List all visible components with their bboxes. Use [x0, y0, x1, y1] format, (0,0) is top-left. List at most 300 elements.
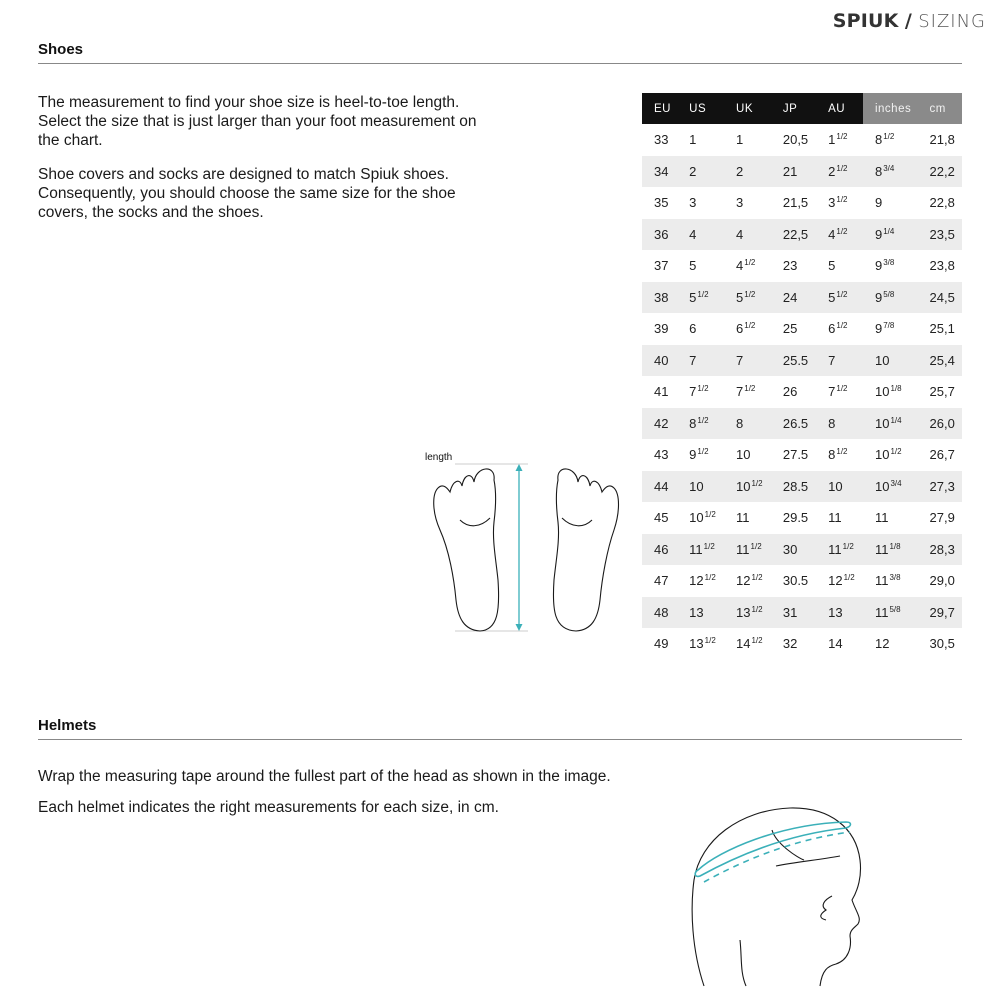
cell-jp — [771, 565, 816, 597]
cell-au — [816, 439, 863, 471]
table-row — [642, 597, 962, 629]
cell-value: 23,8 — [929, 258, 955, 274]
cell-value: 1 — [736, 132, 744, 148]
cell-cm — [922, 345, 962, 377]
cell-value: 11 — [874, 573, 889, 589]
cell-value: 13 — [689, 636, 704, 652]
cell-value: 10 — [874, 415, 890, 431]
cell-cm — [922, 534, 962, 566]
cell-value: 26,0 — [929, 415, 955, 431]
cell-fraction: 1/2 — [843, 573, 855, 583]
cell-value: 27.5 — [782, 447, 809, 463]
cell-value: 11 — [736, 541, 750, 557]
cell-value: 10 — [736, 478, 751, 494]
cell-fraction: 1/2 — [836, 132, 848, 142]
cell-inches — [863, 565, 922, 597]
cell-au — [816, 124, 863, 156]
cell-cm — [922, 439, 962, 471]
head-measurement-diagram — [680, 800, 880, 990]
length-label: length — [425, 452, 453, 463]
cell-value: 23,5 — [929, 226, 955, 242]
cell-inches — [863, 597, 922, 629]
cell-us — [677, 282, 724, 314]
cell-inches — [863, 219, 922, 251]
header-inches: inches — [863, 93, 922, 124]
cell-value: 7 — [689, 352, 697, 368]
cell-fraction: 1/2 — [890, 447, 902, 457]
cell-fraction: 1/2 — [750, 541, 762, 551]
cell-value: 5 — [689, 289, 697, 305]
cell-value: 43 — [654, 447, 669, 463]
cell-us — [677, 628, 724, 660]
cell-value: 25,1 — [929, 321, 955, 337]
cell-cm — [922, 124, 962, 156]
cell-cm — [922, 376, 962, 408]
cell-inches — [863, 439, 922, 471]
cell-value: 9 — [874, 258, 883, 274]
cell-cm — [922, 502, 962, 534]
cell-fraction: 1/2 — [697, 447, 709, 457]
length-arrow-icon — [516, 464, 523, 631]
brand-section: SIZING — [918, 11, 986, 32]
cell-fraction: 1/2 — [751, 573, 763, 583]
cell-eu — [642, 597, 677, 629]
shoes-paragraph-2: Shoe covers and socks are designed to match Spiuk shoes. Consequently, you should choose the same size for the shoe covers, the socks and the shoes. — [38, 166, 456, 221]
cell-jp — [771, 376, 816, 408]
helmets-title: Helmets — [38, 717, 97, 734]
table-row — [642, 376, 962, 408]
cell-value: 25,7 — [929, 384, 955, 400]
cell-value: 31 — [782, 604, 798, 620]
cell-value: 8 — [828, 415, 836, 431]
cell-value: 29.5 — [782, 510, 809, 526]
cell-value: 8 — [828, 447, 836, 463]
cell-fraction: 1/2 — [704, 510, 716, 520]
cell-value: 4 — [736, 226, 744, 242]
cell-fraction: 1/2 — [744, 384, 756, 394]
cell-eu — [642, 502, 677, 534]
cell-us — [677, 471, 724, 503]
helmets-divider — [38, 739, 962, 740]
cell-value: 41 — [654, 384, 669, 400]
header-eu: EU — [642, 93, 677, 124]
cell-value: 4 — [736, 258, 744, 274]
cell-value: 28,3 — [929, 541, 955, 557]
cell-inches — [863, 408, 922, 440]
cell-value: 4 — [828, 226, 836, 242]
cell-value: 11 — [828, 510, 842, 526]
cell-value: 44 — [654, 478, 669, 494]
brand-logo — [833, 10, 986, 32]
cell-value: 10 — [874, 447, 890, 463]
cell-uk — [724, 187, 771, 219]
cell-uk — [724, 597, 771, 629]
cell-uk — [724, 628, 771, 660]
cell-jp — [771, 124, 816, 156]
cell-value: 29,0 — [929, 573, 955, 589]
cell-value: 3 — [689, 195, 697, 211]
left-foot-icon — [434, 469, 499, 631]
cell-inches — [863, 345, 922, 377]
cell-cm — [922, 156, 962, 188]
cell-au — [816, 628, 863, 660]
cell-us — [677, 502, 724, 534]
cell-fraction: 1/2 — [836, 289, 848, 299]
cell-value: 25 — [782, 321, 798, 337]
cell-cm — [922, 628, 962, 660]
cell-inches — [863, 282, 922, 314]
brand-separator: / — [904, 10, 912, 32]
cell-value: 38 — [654, 289, 669, 305]
cell-au — [816, 408, 863, 440]
cell-fraction: 1/2 — [697, 415, 709, 425]
cell-uk — [724, 219, 771, 251]
cell-uk — [724, 282, 771, 314]
cell-us — [677, 313, 724, 345]
cell-value: 21,8 — [929, 132, 955, 148]
cell-value: 9 — [874, 226, 883, 242]
cell-eu — [642, 187, 677, 219]
cell-value: 21 — [782, 163, 798, 179]
cell-fraction: 5/8 — [883, 289, 895, 299]
cell-value: 32 — [782, 636, 798, 652]
cell-value: 40 — [654, 352, 669, 368]
cell-jp — [771, 534, 816, 566]
cell-value: 1 — [828, 132, 836, 148]
table-row — [642, 408, 962, 440]
cell-value: 7 — [689, 384, 697, 400]
cell-value: 8 — [874, 163, 883, 179]
cell-eu — [642, 408, 677, 440]
cell-uk — [724, 376, 771, 408]
cell-inches — [863, 313, 922, 345]
cell-jp — [771, 219, 816, 251]
cell-fraction: 1/2 — [836, 447, 848, 457]
cell-value: 3 — [736, 195, 744, 211]
cell-value: 6 — [736, 321, 744, 337]
cell-au — [816, 282, 863, 314]
cell-au — [816, 502, 863, 534]
cell-cm — [922, 187, 962, 219]
cell-value: 39 — [654, 321, 669, 337]
cell-value: 8 — [736, 415, 744, 431]
cell-eu — [642, 376, 677, 408]
cell-value: 5 — [736, 289, 744, 305]
shoes-title: Shoes — [38, 41, 84, 58]
cell-fraction: 1/2 — [751, 604, 763, 614]
cell-value: 2 — [828, 163, 836, 179]
cell-au — [816, 565, 863, 597]
cell-value: 9 — [874, 195, 883, 211]
cell-fraction: 1/4 — [883, 226, 895, 236]
cell-jp — [771, 502, 816, 534]
cell-cm — [922, 565, 962, 597]
cell-value: 9 — [874, 321, 883, 337]
cell-uk — [724, 156, 771, 188]
cell-value: 7 — [828, 384, 836, 400]
cell-value: 20,5 — [782, 132, 809, 148]
helmets-description — [38, 767, 738, 829]
right-foot-icon — [553, 469, 618, 631]
cell-value: 10 — [874, 478, 890, 494]
cell-inches — [863, 250, 922, 282]
cell-value: 9 — [689, 447, 697, 463]
cell-jp — [771, 628, 816, 660]
cell-au — [816, 597, 863, 629]
cell-cm — [922, 597, 962, 629]
cell-value: 49 — [654, 636, 669, 652]
cell-inches — [863, 376, 922, 408]
cell-inches — [863, 628, 922, 660]
table-row — [642, 250, 962, 282]
cell-eu — [642, 345, 677, 377]
cell-cm — [922, 313, 962, 345]
cell-inches — [863, 187, 922, 219]
cell-fraction: 1/8 — [890, 384, 902, 394]
cell-value: 46 — [654, 541, 669, 557]
cell-value: 5 — [689, 258, 697, 274]
cell-value: 5 — [828, 258, 836, 274]
cell-fraction: 1/2 — [704, 573, 716, 583]
foot-length-diagram — [420, 450, 620, 640]
cell-value: 25,4 — [929, 352, 955, 368]
header-us: US — [677, 93, 724, 124]
cell-value: 30 — [782, 541, 798, 557]
helmets-paragraph-2: Each helmet indicates the right measurements for each size, in cm. — [38, 799, 499, 816]
cell-uk — [724, 534, 771, 566]
cell-value: 11 — [828, 541, 842, 557]
cell-value: 22,5 — [782, 226, 809, 242]
cell-us — [677, 597, 724, 629]
cell-eu — [642, 534, 677, 566]
cell-value: 12 — [874, 636, 890, 652]
cell-jp — [771, 345, 816, 377]
cell-eu — [642, 628, 677, 660]
cell-value: 33 — [654, 132, 669, 148]
cell-fraction: 3/8 — [883, 258, 895, 268]
table-row — [642, 282, 962, 314]
cell-inches — [863, 534, 922, 566]
cell-us — [677, 219, 724, 251]
cell-inches — [863, 502, 922, 534]
cell-value: 1 — [689, 132, 697, 148]
cell-fraction: 5/8 — [889, 604, 901, 614]
cell-value: 26 — [782, 384, 798, 400]
cell-fraction: 1/2 — [842, 541, 854, 551]
cell-au — [816, 250, 863, 282]
table-row — [642, 124, 962, 156]
cell-value: 8 — [689, 415, 697, 431]
cell-us — [677, 250, 724, 282]
header-cm: cm — [922, 93, 962, 124]
cell-eu — [642, 282, 677, 314]
cell-jp — [771, 597, 816, 629]
cell-fraction: 1/2 — [744, 321, 756, 331]
table-row — [642, 502, 962, 534]
cell-value: 34 — [654, 163, 669, 179]
cell-fraction: 1/2 — [836, 384, 848, 394]
cell-au — [816, 471, 863, 503]
cell-cm — [922, 282, 962, 314]
cell-jp — [771, 471, 816, 503]
cell-value: 26,7 — [929, 447, 955, 463]
table-row — [642, 156, 962, 188]
cell-uk — [724, 502, 771, 534]
cell-value: 11 — [736, 510, 750, 526]
shoes-paragraph-1: The measurement to find your shoe size is heel-to-toe length. Select the size that is just larger than your foot measurement on the chart. — [38, 94, 477, 149]
table-row — [642, 187, 962, 219]
cell-value: 27,9 — [929, 510, 955, 526]
cell-value: 30,5 — [929, 636, 955, 652]
table-row — [642, 471, 962, 503]
cell-value: 10 — [874, 384, 890, 400]
cell-uk — [724, 124, 771, 156]
cell-jp — [771, 439, 816, 471]
cell-value: 7 — [828, 352, 836, 368]
cell-eu — [642, 313, 677, 345]
cell-fraction: 3/4 — [890, 478, 902, 488]
cell-au — [816, 219, 863, 251]
table-row — [642, 534, 962, 566]
cell-value: 36 — [654, 226, 669, 242]
cell-value: 7 — [736, 384, 744, 400]
cell-value: 11 — [874, 510, 889, 526]
cell-value: 28.5 — [782, 478, 809, 494]
cell-value: 14 — [736, 636, 751, 652]
cell-value: 10 — [736, 447, 751, 463]
cell-au — [816, 345, 863, 377]
table-row — [642, 345, 962, 377]
head-outline-icon — [692, 808, 860, 986]
cell-fraction: 1/2 — [744, 289, 756, 299]
cell-value: 21,5 — [782, 195, 809, 211]
cell-value: 48 — [654, 604, 669, 620]
cell-fraction: 1/2 — [883, 132, 895, 142]
cell-us — [677, 124, 724, 156]
table-row — [642, 628, 962, 660]
cell-value: 29,7 — [929, 604, 955, 620]
cell-us — [677, 345, 724, 377]
table-body — [642, 124, 962, 660]
cell-value: 26.5 — [782, 415, 809, 431]
cell-us — [677, 534, 724, 566]
shoes-divider — [38, 63, 962, 64]
cell-value: 7 — [736, 352, 744, 368]
cell-value: 2 — [736, 163, 744, 179]
cell-value: 23 — [782, 258, 798, 274]
cell-value: 12 — [689, 573, 704, 589]
cell-value: 14 — [828, 636, 843, 652]
cell-fraction: 1/2 — [836, 195, 848, 205]
cell-uk — [724, 313, 771, 345]
cell-value: 47 — [654, 573, 669, 589]
cell-jp — [771, 313, 816, 345]
table-header-row — [642, 93, 962, 124]
cell-fraction: 1/2 — [703, 541, 715, 551]
cell-value: 10 — [828, 478, 843, 494]
cell-value: 4 — [689, 226, 697, 242]
header-uk: UK — [724, 93, 771, 124]
cell-eu — [642, 471, 677, 503]
cell-us — [677, 187, 724, 219]
cell-fraction: 1/2 — [751, 636, 763, 646]
cell-value: 5 — [828, 289, 836, 305]
cell-inches — [863, 124, 922, 156]
cell-value: 22,2 — [929, 163, 955, 179]
cell-value: 30.5 — [782, 573, 809, 589]
table-row — [642, 565, 962, 597]
brand-name: SPIUK — [832, 10, 899, 32]
cell-fraction: 1/2 — [697, 384, 709, 394]
cell-eu — [642, 250, 677, 282]
cell-value: 10 — [689, 478, 704, 494]
header-au: AU — [816, 93, 863, 124]
cell-value: 27,3 — [929, 478, 955, 494]
shoes-description — [38, 93, 488, 237]
cell-us — [677, 376, 724, 408]
cell-eu — [642, 124, 677, 156]
cell-value: 11 — [874, 541, 889, 557]
cell-fraction: 3/8 — [889, 573, 901, 583]
cell-fraction: 1/4 — [890, 415, 902, 425]
cell-cm — [922, 471, 962, 503]
cell-jp — [771, 408, 816, 440]
cell-value: 8 — [874, 132, 883, 148]
cell-value: 42 — [654, 415, 669, 431]
cell-au — [816, 534, 863, 566]
cell-value: 10 — [874, 352, 890, 368]
cell-au — [816, 156, 863, 188]
cell-value: 22,8 — [929, 195, 955, 211]
cell-jp — [771, 156, 816, 188]
cell-value: 6 — [828, 321, 836, 337]
cell-value: 3 — [828, 195, 836, 211]
cell-uk — [724, 408, 771, 440]
cell-jp — [771, 282, 816, 314]
cell-au — [816, 376, 863, 408]
cell-eu — [642, 439, 677, 471]
cell-value: 13 — [828, 604, 843, 620]
cell-fraction: 1/2 — [836, 321, 848, 331]
cell-uk — [724, 471, 771, 503]
cell-value: 10 — [689, 510, 704, 526]
cell-value: 12 — [736, 573, 751, 589]
cell-jp — [771, 187, 816, 219]
table-row — [642, 439, 962, 471]
table-row — [642, 313, 962, 345]
cell-value: 9 — [874, 289, 883, 305]
cell-fraction: 1/2 — [836, 163, 848, 173]
cell-us — [677, 156, 724, 188]
cell-uk — [724, 439, 771, 471]
helmets-paragraph-1: Wrap the measuring tape around the fullest part of the head as shown in the image. — [38, 768, 611, 785]
cell-fraction: 1/2 — [744, 258, 756, 268]
cell-cm — [922, 250, 962, 282]
cell-uk — [724, 250, 771, 282]
cell-uk — [724, 565, 771, 597]
cell-value: 11 — [689, 541, 703, 557]
cell-value: 11 — [874, 604, 889, 620]
cell-fraction: 1/2 — [697, 289, 709, 299]
cell-fraction: 1/8 — [889, 541, 901, 551]
cell-value: 25.5 — [782, 352, 809, 368]
cell-eu — [642, 565, 677, 597]
cell-value: 2 — [689, 163, 697, 179]
cell-eu — [642, 219, 677, 251]
cell-uk — [724, 345, 771, 377]
cell-cm — [922, 219, 962, 251]
cell-us — [677, 439, 724, 471]
